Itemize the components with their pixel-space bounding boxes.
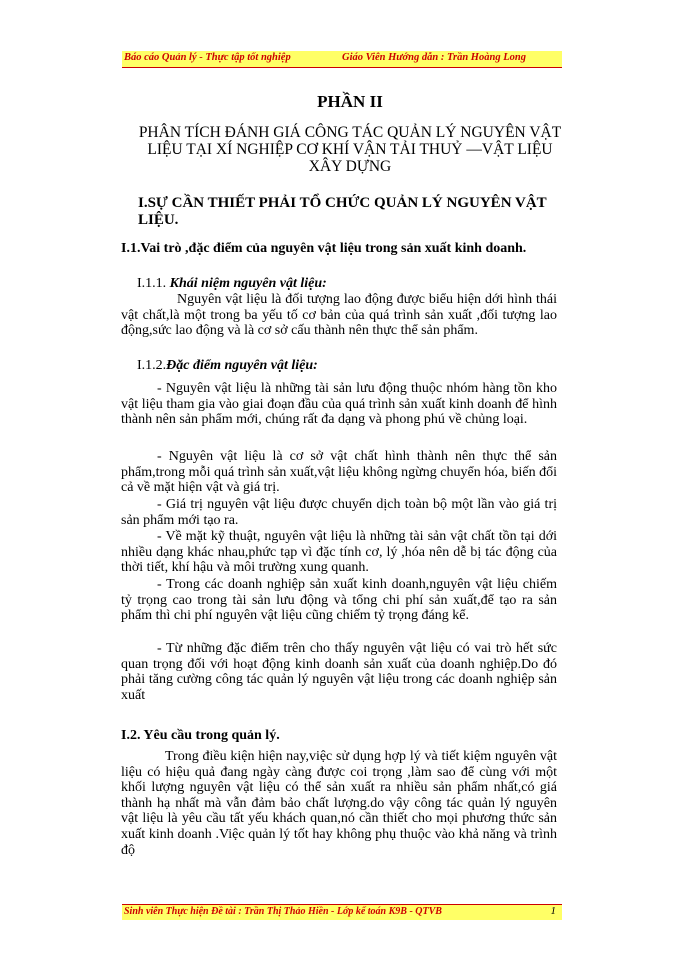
- section-heading-1-1: I.1.Vai trò ,đặc điểm của nguyên vật liệu trong sản xuất kinh doanh.: [121, 241, 527, 256]
- section-heading-1-1-2: [137, 358, 318, 374]
- paragraph-feature-2: - Nguyên vật liệu là cơ sở vật chất hình thành nên thực thể sản phẩm,trong mỗi quá trình sản xuất,vật liệu không ngừng chuyển hóa, biến đổi cả về mặt hiện vật và giá trị.: [121, 449, 557, 496]
- section-title: Khái niệm nguyên vật liệu:: [169, 276, 327, 291]
- paragraph-feature-4: - Về mặt kỹ thuật, nguyên vật liệu là những tài sản vật chất tồn tại dới nhiều dạng khác nhau,phức tạp vì đặc tính cơ, lý ,hóa nên dễ bị tác động của thời tiết, khí hậu và môi trường xung quanh.: [121, 529, 557, 576]
- paragraph-feature-3: - Giá trị nguyên vật liệu được chuyển dịch toàn bộ một lần vào giá trị sản phẩm mới tạo ra.: [121, 497, 557, 528]
- section-title: Đặc điểm nguyên vật liệu:: [166, 358, 318, 373]
- page-header: [122, 51, 562, 68]
- section-heading-1: I.SỰ CẦN THIẾT PHẢI TỔ CHỨC QUẢN LÝ NGUYÊN VẬT LIỆU.: [138, 195, 547, 228]
- paragraph-requirements: Trong điều kiện hiện nay,việc sử dụng hợp lý và tiết kiệm nguyên vật liệu có hiệu quả đang ngày càng được coi trọng ,làm sao để cùng với một khối lượng nguyên vật liệu có thể sản xuất ra nhiều sản phẩm nhất,có giá thành hạ nhất mà vẫn đảm bảo chất lượng.do vậy công tác quản lý nguyên vật liệu là yêu cầu tất yếu khách quan,nó cần thiết cho mọi phương thức sản xuất kinh doanh .Việc quản lý tốt hay không phụ thuộc vào khả năng và trình độ: [121, 749, 557, 858]
- part-title: PHẦN II: [317, 92, 383, 111]
- header-right-text: Giáo Viên Hướng dẫn : Trần Hoàng Long: [342, 52, 526, 63]
- section-number: I.1.2.: [137, 358, 167, 373]
- paragraph-feature-6: - Từ những đặc điểm trên cho thấy nguyên vật liệu có vai trò hết sức quan trọng đối với hoạt động kinh doanh sản xuất của doanh nghiệp.Do đó phải tăng cường công tác quản lý nguyên vật liệu trong các doanh nghiệp sản xuất: [121, 641, 557, 703]
- paragraph-feature-5: - Trong các doanh nghiệp sản xuất kinh doanh,nguyên vật liệu chiếm tỷ trọng cao trong tài sản lưu động và tổng chi phí sản xuất,để tạo ra sản phẩm thì chi phí nguyên vật liệu cũng chiếm tỷ trọng đáng kể.: [121, 577, 557, 624]
- section-heading-1-1-1: [137, 276, 327, 292]
- section-number: I.1.1.: [137, 276, 170, 291]
- paragraph-feature-1: - Nguyên vật liệu là những tài sản lưu động thuộc nhóm hàng tồn kho vật liệu tham gia vào giai đoạn đầu của quá trình sản xuất kinh doanh để hình thành nên sản phẩm mới, chúng rất đa dạng và phong phú về chủng loại.: [121, 381, 557, 428]
- page-number: 1: [550, 905, 556, 917]
- header-left-text: Báo cáo Quản lý - Thực tập tốt nghiệp: [124, 52, 291, 63]
- paragraph-concept: Nguyên vật liệu là đối tượng lao động được biểu hiện dới hình thái vật chất,là một trong ba yếu tố cơ bản của quá trình sản xuất ,đối tượng lao động,sức lao động và là cơ sở cấu thành nên thực thể sản phẩm.: [121, 292, 557, 339]
- section-heading-1-2: I.2. Yêu cầu trong quản lý.: [121, 728, 280, 743]
- chapter-title: PHÂN TÍCH ĐÁNH GIÁ CÔNG TÁC QUẢN LÝ NGUYÊN VẬT LIỆU TẠI XÍ NGHIỆP CƠ KHÍ VẬN TẢI THUỶ —VẬT LIỆU XÂY DỰNG: [138, 124, 562, 175]
- footer-text: Sinh viên Thực hiện Đề tài : Trần Thị Thảo Hiền - Lớp kế toán K9B - QTVB: [124, 906, 442, 917]
- page-footer: [122, 904, 562, 920]
